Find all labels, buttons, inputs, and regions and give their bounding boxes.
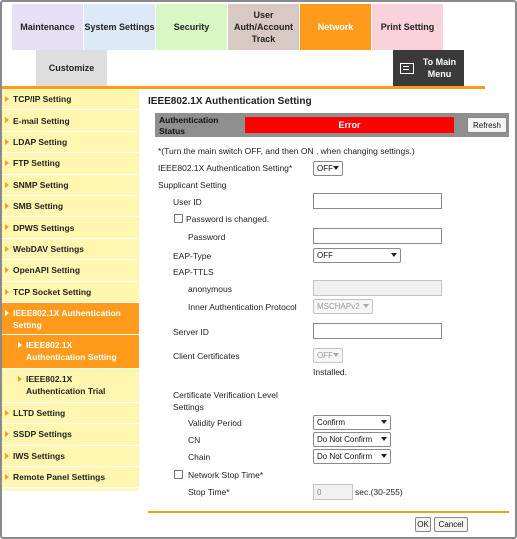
arrow-icon bbox=[18, 376, 22, 382]
sidebar-item-ldap[interactable] bbox=[2, 132, 139, 153]
sidebar-item-label: TCP Socket Setting bbox=[13, 286, 92, 297]
anonymous-label: anonymous bbox=[188, 284, 232, 294]
user-id-label: User ID bbox=[173, 197, 202, 207]
network-stop-checkbox[interactable] bbox=[174, 470, 183, 479]
sidebar-item-label: SNMP Setting bbox=[13, 179, 69, 190]
arrow-icon bbox=[5, 431, 9, 437]
sidebar-item-label: Remote Panel Settings bbox=[13, 472, 106, 483]
tab-maintenance[interactable]: Maintenance bbox=[12, 4, 83, 50]
arrow-icon bbox=[5, 182, 9, 188]
arrow-icon bbox=[5, 410, 9, 416]
restart-note: *(Turn the main switch OFF, and then ON , when changing settings.) bbox=[158, 146, 415, 156]
sidebar-item-label: E-mail Setting bbox=[13, 115, 70, 126]
arrow-icon bbox=[5, 453, 9, 459]
chevron-down-icon bbox=[333, 166, 339, 170]
chevron-down-icon bbox=[381, 437, 387, 441]
tab-customize[interactable]: Customize bbox=[36, 50, 107, 86]
eap-type-select[interactable] bbox=[313, 248, 401, 263]
arrow-icon bbox=[5, 160, 9, 166]
tab-print-setting[interactable]: Print Setting bbox=[372, 4, 443, 50]
chevron-down-icon bbox=[381, 420, 387, 424]
arrow-icon bbox=[5, 474, 9, 480]
sidebar-item-webdav[interactable] bbox=[2, 239, 139, 260]
eap-ttls-label: EAP-TTLS bbox=[173, 267, 214, 277]
sidebar-item-openapi[interactable] bbox=[2, 260, 139, 281]
arrow-icon bbox=[5, 203, 9, 209]
refresh-button[interactable]: Refresh bbox=[467, 117, 507, 133]
sidebar-item-label: DPWS Settings bbox=[13, 222, 75, 233]
second-tab-bar bbox=[36, 50, 107, 86]
arrow-icon bbox=[5, 117, 9, 123]
arrow-icon bbox=[5, 267, 9, 273]
client-cert-value: OFF bbox=[317, 351, 333, 360]
validity-period-value: Confirm bbox=[317, 418, 346, 427]
sidebar-item-label: IWS Settings bbox=[13, 450, 65, 461]
sidebar-subitem-label: IEEE802.1X Authentication Trial bbox=[26, 374, 106, 397]
password-field[interactable] bbox=[313, 228, 442, 244]
chevron-down-icon bbox=[363, 304, 369, 308]
eap-type-value: OFF bbox=[317, 251, 333, 260]
top-tab-bar bbox=[12, 4, 444, 50]
sidebar-item-iws[interactable] bbox=[2, 446, 139, 467]
tab-system-settings[interactable]: System Settings bbox=[84, 4, 155, 50]
sidebar-item-snmp[interactable] bbox=[2, 175, 139, 196]
sidebar-item-label: TCP/IP Setting bbox=[13, 94, 72, 105]
authentication-status-bar bbox=[155, 113, 509, 137]
arrow-icon bbox=[5, 96, 9, 102]
arrow-icon bbox=[5, 139, 9, 145]
server-id-field[interactable] bbox=[313, 323, 442, 339]
sidebar-item-email[interactable] bbox=[2, 110, 139, 131]
sidebar-item-tcpip[interactable] bbox=[2, 89, 139, 110]
sidebar-item-label: SSDP Settings bbox=[13, 429, 72, 440]
client-cert-label: Client Certificates bbox=[173, 351, 240, 361]
sidebar-item-label: FTP Setting bbox=[13, 158, 61, 169]
footer-divider bbox=[148, 511, 509, 513]
server-id-label: Server ID bbox=[173, 327, 209, 337]
sidebar-item-ftp[interactable] bbox=[2, 153, 139, 174]
sidebar-item-label: OpenAPI Setting bbox=[13, 265, 81, 276]
cert-verification-label: Certificate Verification Level Settings bbox=[173, 390, 278, 412]
main-menu-icon bbox=[400, 63, 414, 74]
chevron-down-icon bbox=[333, 353, 339, 357]
tab-user-auth[interactable]: User Auth/Account Track bbox=[228, 4, 299, 50]
eap-type-label: EAP-Type bbox=[173, 251, 212, 261]
sidebar-subitem-auth-setting[interactable] bbox=[2, 335, 139, 369]
cancel-button[interactable]: Cancel bbox=[434, 517, 468, 532]
sidebar-item-label: WebDAV Settings bbox=[13, 243, 84, 254]
password-changed-checkbox[interactable] bbox=[174, 214, 183, 223]
cn-value: Do Not Confirm bbox=[317, 435, 373, 444]
inner-auth-value: MSCHAPv2 bbox=[317, 302, 360, 311]
validity-period-select[interactable] bbox=[313, 415, 391, 430]
to-main-menu-label: To Main Menu bbox=[422, 57, 457, 79]
stop-time-label: Stop Time* bbox=[188, 487, 230, 497]
sidebar-item-label: IEEE802.1X Authentication Setting bbox=[13, 307, 121, 330]
to-main-menu-button[interactable] bbox=[393, 50, 464, 86]
arrow-icon bbox=[18, 342, 22, 348]
validity-period-label: Validity Period bbox=[188, 418, 242, 428]
stop-time-field[interactable] bbox=[313, 484, 353, 500]
anonymous-field[interactable] bbox=[313, 280, 442, 296]
sidebar-item-ieee8021x[interactable] bbox=[2, 303, 139, 335]
sidebar-item-smb[interactable] bbox=[2, 196, 139, 217]
installed-text: Installed. bbox=[313, 367, 348, 377]
user-id-field[interactable] bbox=[313, 193, 442, 209]
sidebar-item-ssdp[interactable] bbox=[2, 424, 139, 445]
status-label: Authentication Status bbox=[159, 115, 219, 136]
sidebar-item-label: SMB Setting bbox=[13, 201, 64, 212]
sidebar-item-label: LLTD Setting bbox=[13, 408, 66, 419]
client-cert-select[interactable] bbox=[313, 348, 343, 363]
sidebar-item-tcp-socket[interactable] bbox=[2, 282, 139, 303]
chain-value: Do Not Confirm bbox=[317, 452, 373, 461]
auth-setting-select[interactable] bbox=[313, 161, 343, 176]
stop-time-unit: sec.(30-255) bbox=[355, 487, 403, 497]
cn-label: CN bbox=[188, 435, 201, 445]
password-changed-label: Password is changed. bbox=[186, 214, 270, 224]
page-title: IEEE802.1X Authentication Setting bbox=[148, 96, 312, 107]
supplicant-label: Supplicant Setting bbox=[158, 180, 227, 190]
ok-button[interactable]: OK bbox=[415, 517, 431, 532]
sidebar-subitem-auth-trial[interactable] bbox=[2, 369, 139, 403]
network-stop-label: Network Stop Time* bbox=[188, 470, 264, 480]
stop-time-value: 0 bbox=[317, 487, 322, 497]
arrow-icon bbox=[5, 310, 9, 316]
sidebar-subitem-label: IEEE802.1X Authentication Setting bbox=[26, 340, 117, 363]
chevron-down-icon bbox=[391, 253, 397, 257]
inner-auth-select[interactable] bbox=[313, 299, 373, 314]
auth-setting-label: IEEE802.1X Authentication Setting* bbox=[158, 163, 293, 173]
sidebar-item-dpws[interactable] bbox=[2, 217, 139, 238]
sidebar-item-lltd[interactable] bbox=[2, 403, 139, 424]
password-label: Password bbox=[188, 232, 226, 242]
status-badge: Error bbox=[245, 117, 454, 133]
chevron-down-icon bbox=[381, 454, 387, 458]
tab-security[interactable]: Security bbox=[156, 4, 227, 50]
sidebar-item-label: LDAP Setting bbox=[13, 136, 68, 147]
chain-select[interactable] bbox=[313, 449, 391, 464]
inner-auth-label: Inner Authentication Protocol bbox=[188, 302, 297, 312]
chain-label: Chain bbox=[188, 452, 211, 462]
cn-select[interactable] bbox=[313, 432, 391, 447]
tab-network[interactable]: Network bbox=[300, 4, 371, 50]
arrow-icon bbox=[5, 224, 9, 230]
arrow-icon bbox=[5, 246, 9, 252]
auth-setting-value: OFF bbox=[317, 164, 333, 173]
sidebar-item-remote-panel[interactable] bbox=[2, 467, 139, 488]
sidebar bbox=[2, 89, 139, 491]
arrow-icon bbox=[5, 289, 9, 295]
